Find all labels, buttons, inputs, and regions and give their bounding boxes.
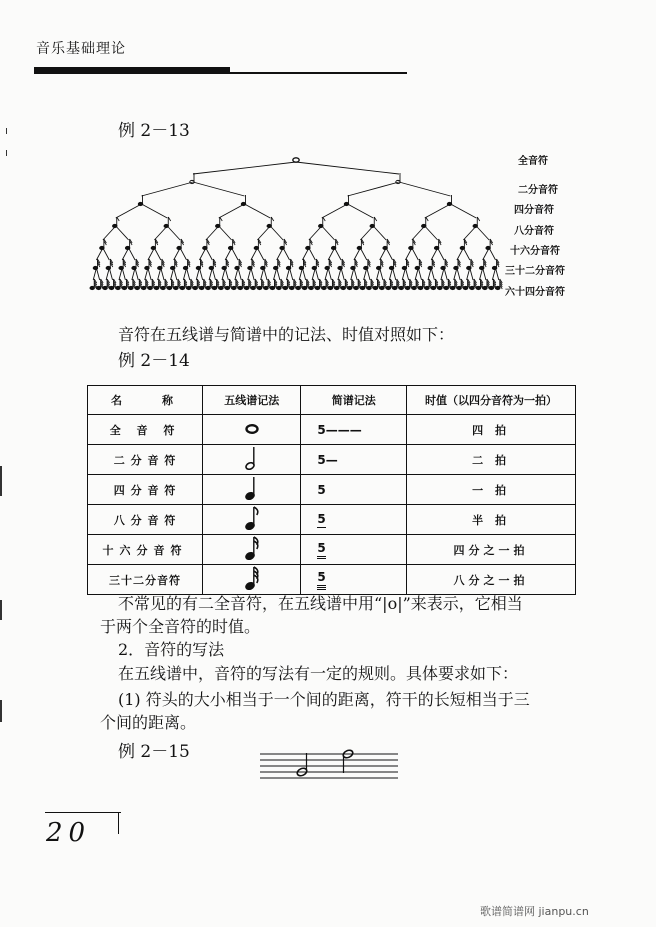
tree-note: [386, 279, 393, 290]
jianpu-underline: [317, 558, 325, 559]
note-name-cell: 四 分 音 符: [88, 475, 203, 505]
tree-branch: [463, 226, 489, 240]
tree-label-sixty-fourth: 六十四分音符: [505, 287, 565, 298]
tree-note: [367, 279, 374, 290]
tree-note: [357, 239, 364, 250]
table-row: [88, 415, 576, 445]
tree-branch: [360, 226, 386, 240]
table-row: [88, 505, 576, 535]
example-label-2-14: 例 2－14: [118, 351, 190, 371]
staff-notation-cell: [203, 445, 301, 475]
duration-cell: 二 拍: [407, 445, 576, 475]
column-header-staff: 五线谱记法: [203, 386, 301, 415]
tree-note: [125, 239, 132, 250]
staff-notation-cell: [203, 475, 301, 505]
tree-note: [216, 217, 223, 228]
tree-note: [170, 259, 177, 270]
note-name-cell: 全 音 符: [88, 415, 203, 445]
tree-note: [193, 279, 200, 290]
tree-note: [370, 217, 377, 228]
jianpu-underline: [317, 587, 325, 588]
tree-note: [348, 279, 355, 290]
tree-note: [447, 195, 451, 206]
tree-note: [267, 217, 274, 228]
note-name-cell: 二 分 音 符: [88, 445, 203, 475]
tree-note: [199, 279, 206, 290]
tree-note: [344, 195, 348, 206]
tree-note: [331, 239, 338, 250]
note-name-cell: 十六分音符: [88, 535, 203, 565]
duration-cell: 一 拍: [407, 475, 576, 505]
tree-branch: [322, 204, 374, 218]
tree-note: [467, 259, 474, 270]
jianpu-notation-cell: [301, 475, 407, 505]
tree-note: [451, 279, 458, 290]
tree-note: [438, 279, 445, 290]
tree-note: [383, 239, 390, 250]
footer-rule-tick: [118, 812, 119, 834]
tree-note: [232, 279, 239, 290]
tree-note: [180, 279, 187, 290]
half-note-stem-down: [342, 749, 354, 773]
tree-note: [322, 279, 329, 290]
tree-note: [261, 259, 268, 270]
rule1-text-line2: 个间的距离。: [100, 713, 197, 732]
jianpu-digit: 5: [317, 511, 326, 526]
tree-note: [325, 259, 332, 270]
tree-note: [116, 279, 123, 290]
tree-note: [222, 259, 229, 270]
staff-note-example: [260, 748, 400, 788]
note-notation-table: [87, 385, 576, 595]
tree-note: [103, 279, 110, 290]
jianpu-notation-cell: [301, 565, 407, 595]
tree-branch: [257, 226, 283, 240]
tree-note: [489, 279, 496, 290]
sixteenth-note-icon: [241, 535, 263, 561]
header-rule-thin: [34, 72, 407, 74]
staff-notation-cell: [203, 535, 301, 565]
tree-note: [341, 279, 348, 290]
tree-note: [122, 279, 129, 290]
tree-branch: [103, 226, 129, 240]
duration-cell: 四分之一拍: [407, 535, 576, 565]
tree-branch: [219, 204, 271, 218]
tree-note: [328, 279, 335, 290]
tree-note: [145, 259, 152, 270]
jianpu-digit: 5———: [317, 422, 362, 437]
staff-notation-cell: [203, 565, 301, 595]
tree-label-eighth: 八分音符: [514, 226, 554, 237]
tree-branch: [348, 182, 451, 196]
tree-note: [286, 259, 293, 270]
tree-note: [418, 279, 425, 290]
tree-branch: [154, 226, 180, 240]
tree-note: [422, 217, 429, 228]
tree-note: [277, 279, 284, 290]
tree-note: [177, 239, 184, 250]
tree-note: [373, 279, 380, 290]
tree-label-half: 二分音符: [518, 185, 558, 196]
tree-note: [296, 279, 303, 290]
tree-note: [135, 279, 142, 290]
binding-mark: [6, 150, 7, 156]
tree-note: [393, 279, 400, 290]
tree-note: [428, 259, 435, 270]
tree-note: [138, 195, 142, 206]
tree-note: [476, 279, 483, 290]
tree-note: [113, 217, 120, 228]
tree-label-thirty-second: 三十二分音符: [505, 266, 565, 277]
tree-note: [441, 259, 448, 270]
tree-note: [306, 239, 313, 250]
tree-note: [389, 259, 396, 270]
tree-branch: [425, 204, 477, 218]
jianpu-underline: [317, 589, 325, 590]
tree-note: [148, 279, 155, 290]
table-row: [88, 535, 576, 565]
half-note-stem-up: [296, 753, 308, 777]
tree-note: [309, 279, 316, 290]
tree-branch: [116, 204, 168, 218]
table-intro-text: 音符在五线谱与简谱中的记法、时值对照如下：: [118, 325, 455, 344]
tree-note: [96, 279, 103, 290]
tree-note: [251, 279, 258, 290]
tree-note: [405, 279, 412, 290]
tree-note: [454, 259, 461, 270]
tree-label-whole: 全音符: [518, 156, 548, 167]
duration-cell: 半 拍: [407, 505, 576, 535]
duration-cell: 八分之一拍: [407, 565, 576, 595]
half-note-icon: [241, 445, 263, 471]
column-header-duration: 时值（以四分音符为一拍）: [407, 386, 576, 415]
tree-branch: [309, 226, 335, 240]
jianpu-digit: 5: [317, 569, 326, 584]
tree-note: [315, 279, 322, 290]
example-label-2-13: 例 2－13: [118, 121, 190, 141]
note-name-cell: 三十二分音符: [88, 565, 203, 595]
jianpu-digit: 5: [317, 482, 326, 497]
tree-note: [106, 259, 113, 270]
jianpu-underline: [317, 585, 325, 586]
tree-branch: [206, 226, 232, 240]
tree-note: [183, 259, 190, 270]
tree-note: [283, 279, 290, 290]
jianpu-underline: [317, 527, 325, 528]
staff-notation-cell: [203, 505, 301, 535]
tree-note: [402, 259, 409, 270]
tree-note: [174, 279, 181, 290]
tree-note: [354, 279, 361, 290]
tree-note: [142, 279, 149, 290]
tree-branch: [412, 226, 438, 240]
tree-branch: [142, 182, 245, 196]
tree-note: [187, 279, 194, 290]
tree-note: [158, 259, 165, 270]
binding-mark: [0, 466, 2, 496]
tree-note: [409, 239, 416, 250]
binding-mark: [0, 700, 2, 722]
binding-mark: [6, 128, 7, 134]
table-header-row: [88, 386, 576, 415]
rule1-text-line1: (1) 符头的大小相当于一个间的距离，符干的长短相当于三: [118, 690, 530, 709]
tree-label-quarter: 四分音符: [514, 205, 554, 216]
tree-note: [415, 259, 422, 270]
jianpu-digit: 5: [317, 540, 326, 555]
jianpu-digit: 5—: [317, 452, 338, 467]
tree-note: [270, 279, 277, 290]
tree-note: [100, 239, 107, 250]
tree-note: [119, 259, 126, 270]
tree-note: [241, 195, 245, 206]
tree-note: [245, 279, 252, 290]
tree-note: [463, 279, 470, 290]
tree-note: [293, 158, 299, 162]
tree-note: [264, 279, 271, 290]
running-header-title: 音乐基础理论: [36, 41, 126, 57]
tree-note: [206, 279, 213, 290]
binding-mark: [0, 600, 2, 620]
tree-note: [290, 279, 297, 290]
tree-note: [425, 279, 432, 290]
tree-note: [129, 279, 136, 290]
quarter-note-icon: [241, 475, 263, 501]
tree-note: [228, 239, 235, 250]
tree-note: [225, 279, 232, 290]
tree-note: [209, 259, 216, 270]
staff-notation-cell: [203, 415, 301, 445]
tree-note: [479, 259, 486, 270]
tree-note: [302, 279, 309, 290]
double-whole-note-text-line1: 不常见的有二全音符，在五线谱中用“|o|”来表示，它相当: [118, 594, 523, 613]
column-header-name: 名 称: [88, 386, 203, 415]
tree-note: [319, 217, 326, 228]
tree-note: [492, 259, 499, 270]
footer-rule: [45, 812, 121, 813]
tree-note: [132, 259, 139, 270]
tree-note: [161, 279, 168, 290]
tree-branch: [193, 162, 399, 174]
tree-note: [470, 279, 477, 290]
jianpu-notation-cell: [301, 445, 407, 475]
tree-note: [254, 239, 261, 250]
tree-note: [457, 279, 464, 290]
tree-note: [360, 279, 367, 290]
tree-note: [412, 279, 419, 290]
jianpu-underline: [317, 556, 325, 557]
note-value-tree-diagram: [86, 150, 506, 300]
page-number: 20: [46, 818, 92, 848]
tree-note: [473, 217, 480, 228]
tree-note: [380, 279, 387, 290]
tree-note: [299, 259, 306, 270]
tree-note: [335, 279, 342, 290]
tree-note: [376, 259, 383, 270]
tree-note: [364, 259, 371, 270]
tree-note: [273, 259, 280, 270]
tree-note: [151, 239, 158, 250]
tree-note: [238, 279, 245, 290]
tree-note: [312, 259, 319, 270]
section-heading: 2．音符的写法: [118, 640, 225, 659]
tree-note: [212, 279, 219, 290]
jianpu-notation-cell: [301, 505, 407, 535]
jianpu-notation-cell: [301, 415, 407, 445]
tree-note: [338, 259, 345, 270]
tree-note: [164, 217, 171, 228]
eighth-note-icon: [241, 505, 263, 531]
tree-note: [167, 279, 174, 290]
tree-label-sixteenth: 十六分音符: [510, 246, 560, 257]
table-row: [88, 565, 576, 595]
thirty-second-note-icon: [241, 565, 263, 591]
tree-note: [431, 279, 438, 290]
tree-note: [483, 279, 490, 290]
tree-note: [235, 259, 242, 270]
tree-note: [399, 279, 406, 290]
tree-note: [351, 259, 358, 270]
tree-note: [486, 239, 493, 250]
column-header-jianpu: 简谱记法: [301, 386, 407, 415]
table-row: [88, 475, 576, 505]
tree-note: [257, 279, 264, 290]
tree-note: [109, 279, 116, 290]
example-label-2-15: 例 2－15: [118, 742, 190, 762]
tree-note: [460, 239, 467, 250]
tree-note: [280, 239, 287, 250]
tree-note: [90, 279, 97, 290]
table-row: [88, 445, 576, 475]
tree-note: [154, 279, 161, 290]
tree-note: [434, 239, 441, 250]
rule-intro-text: 在五线谱中，音符的写法有一定的规则。具体要求如下：: [118, 664, 519, 683]
duration-cell: 四 拍: [407, 415, 576, 445]
tree-note: [496, 279, 503, 290]
tree-note: [93, 259, 100, 270]
tree-note: [196, 259, 203, 270]
jianpu-notation-cell: [301, 535, 407, 565]
tree-note: [219, 279, 226, 290]
double-whole-note-text-line2: 于两个全音符的时值。: [100, 617, 261, 636]
note-name-cell: 八 分 音 符: [88, 505, 203, 535]
tree-note: [203, 239, 210, 250]
tree-note: [248, 259, 255, 270]
watermark-text: 歌谱简谱网 jianpu.cn: [480, 905, 589, 918]
tree-note: [444, 279, 451, 290]
whole-note-icon: [241, 415, 263, 441]
